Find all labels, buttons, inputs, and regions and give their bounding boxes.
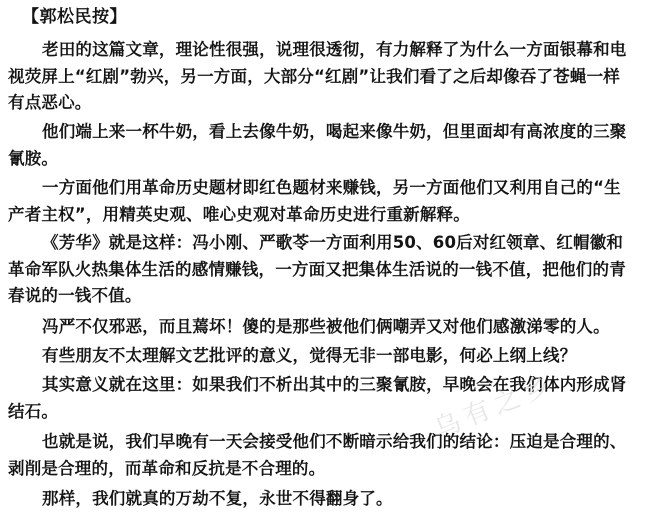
- article-paragraph-9: 那样，我们就真的万劫不复，永世不得翻身了。: [42, 489, 393, 508]
- article-heading: 【郭松民按】: [22, 7, 127, 27]
- article-paragraph-6: 有些朋友不太理解文艺批评的意义，觉得无非一部电影，何必上纲上线？: [42, 346, 577, 365]
- article-paragraph-4: 《芳华》就是这样：冯小刚、严歌苓一方面利用50、60后对红领章、红帽徽和革命军队火热集体生活的感情赚钱，一方面又把集体生活说的一钱不值，把他们的青春说的一钱不值。: [8, 233, 626, 305]
- article-paragraph-5: 冯严不仅邪恶，而且蔫坏！傻的是那些被他们俩嘲弄又对他们感激涕零的人。: [42, 317, 610, 336]
- article-paragraph-3: 一方面他们用革命历史题材即红色题材来赚钱，另一方面他们又利用自己的“生产者主权”，用精英史观、唯心史观对革命历史进行重新解释。: [8, 178, 621, 224]
- article-paragraph-2: 他们端上来一杯牛奶，看上去像牛奶，喝起来像牛奶，但里面却有高浓度的三聚氰胺。: [8, 122, 627, 168]
- article-paragraph-8: 也就是说，我们早晚有一天会接受他们不断暗示给我们的结论：压迫是合理的、剥削是合理的，而革命和反抗是不合理的。: [8, 432, 627, 478]
- article-paragraph-1: 老田的这篇文章，理论性很强，说理很透彻，有力解释了为什么一方面银幕和电视荧屏上“红剧”勃兴，另一方面，大部分“红剧”让我们看了之后却像吞了苍蝇一样有点恶心。: [8, 40, 627, 112]
- watermark: 乌有之乡: [429, 368, 560, 445]
- article-paragraph-7: 其实意义就在这里：如果我们不析出其中的三聚氰胺，早晚会在我们体内形成肾结石。: [8, 375, 627, 421]
